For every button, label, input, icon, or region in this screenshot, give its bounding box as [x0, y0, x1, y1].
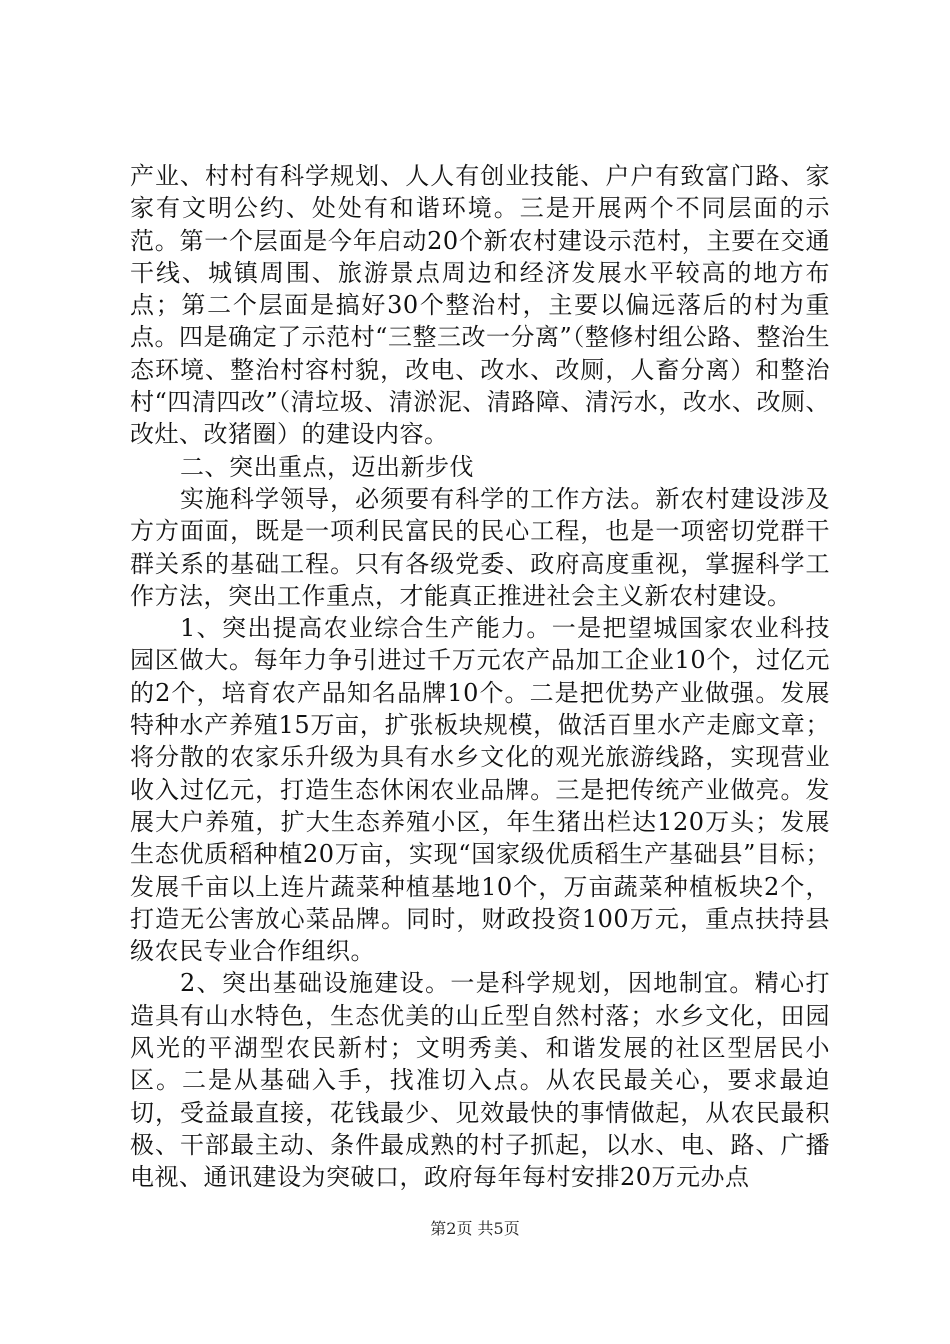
document-body — [130, 160, 830, 1194]
section-heading: 二、突出重点，迈出新步伐 — [180, 452, 474, 481]
page-number-footer: 第2页 共5页 — [430, 1219, 520, 1238]
paragraph: 2、突出基础设施建设。一是科学规划，因地制宜。精心打造具有山水特色，生态优美的山丘型自然村落；水乡文化，田园风光的平湖型农民新村；文明秀美、和谐发展的社区型居民小区。二是从基础入手，找准切入点。从农民最关心，要求最迫切，受益最直接，花钱最少、见效最快的事情做起，从农民最积极、干部最主动、条件最成熟的村子抓起，以水、电、路、广播电视、通讯建设为突破口，政府每年每村安排20万元办点 — [130, 969, 830, 1192]
paragraph-continuation: 产业、村村有科学规划、人人有创业技能、户户有致富门路、家家有文明公约、处处有和谐环境。三是开展两个不同层面的示范。第一个层面是今年启动20个新农村建设示范村，主要在交通干线、城镇周围、旅游景点周边和经济发展水平较高的地方布点；第二个层面是搞好30个整治村，主要以偏远落后的村为重点。四是确定了示范村“三整三改一分离”（整修村组公路、整治生态环境、整治村容村貌，改电、改水、改厕，人畜分离）和整治村“四清四改”（清垃圾、清淤泥、清路障、清污水，改水、改厕、改灶、改猪圈）的建设内容。 — [130, 162, 830, 449]
paragraph: 实施科学领导，必须要有科学的工作方法。新农村建设涉及方方面面，既是一项利民富民的民心工程，也是一项密切党群干群关系的基础工程。只有各级党委、政府高度重视，掌握科学工作方法，突出工作重点，才能真正推进社会主义新农村建设。 — [130, 484, 830, 610]
paragraph: 1、突出提高农业综合生产能力。一是把望城国家农业科技园区做大。每年力争引进过千万元农产品加工企业10个，过亿元的2个，培育农产品知名品牌10个。二是把优势产业做强。发展特种水产养殖15万亩，扩张板块规模，做活百里水产走廊文章；将分散的农家乐升级为具有水乡文化的观光旅游线路，实现营业收入过亿元，打造生态休闲农业品牌。三是把传统产业做亮。发展大户养殖，扩大生态养殖小区，年生猪出栏达120万头；发展生态优质稻种植20万亩，实现“国家级优质稻生产基础县”目标；发展千亩以上连片蔬菜种植基地10个，万亩蔬菜种植板块2个，打造无公害放心菜品牌。同时，财政投资100万元，重点扶持县级农民专业合作组织。 — [130, 614, 830, 966]
